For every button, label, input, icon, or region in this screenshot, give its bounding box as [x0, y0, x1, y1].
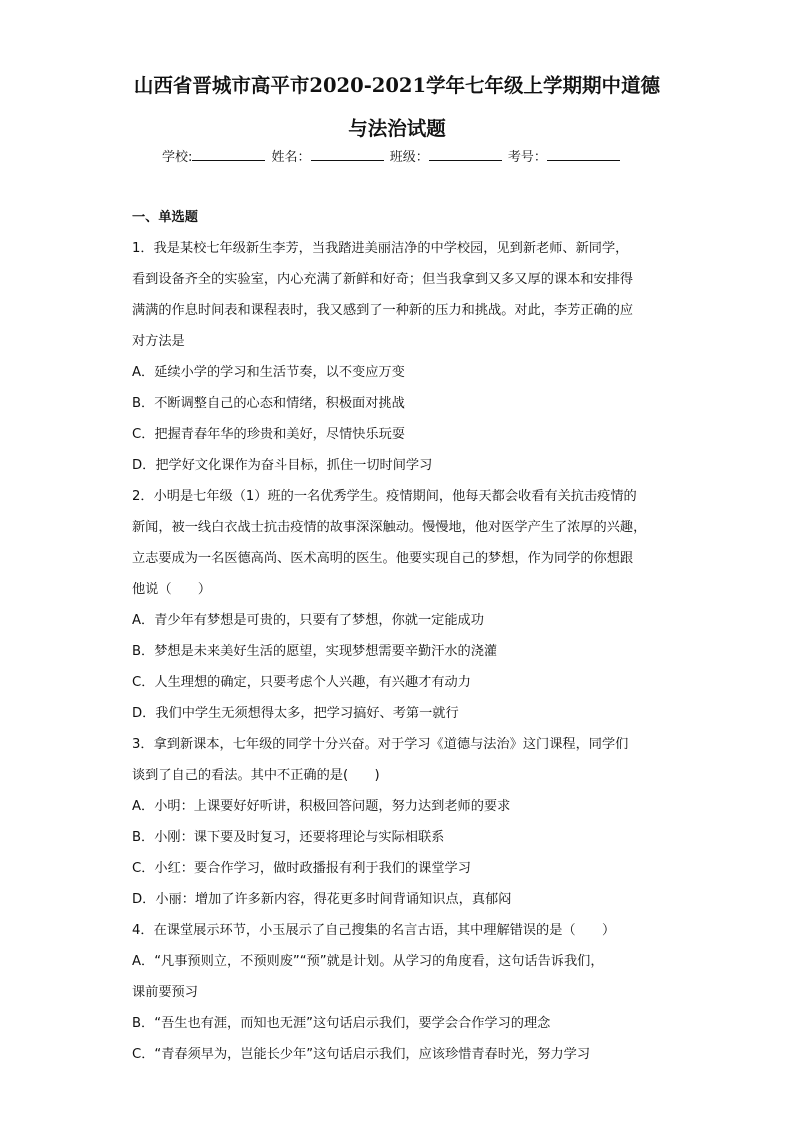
- number-label: 考号：: [507, 150, 547, 165]
- class-blank: [429, 148, 502, 161]
- question-stem-line: 立志要成为一名医德高尚、医术高明的医生。他要实现自己的梦想，作为同学的你想跟: [132, 551, 634, 566]
- question-stem-line: 对方法是: [132, 334, 185, 349]
- section-title: 一、单选题: [132, 210, 198, 225]
- option-c: C．小红：要合作学习，做时政播报有利于我们的课堂学习: [132, 861, 471, 876]
- option-d: D．我们中学生无须想得太多，把学习搞好、考第一就行: [132, 706, 459, 721]
- question-4: [132, 915, 672, 1070]
- name-label: 姓名：: [271, 150, 311, 165]
- student-info-row: [162, 146, 622, 165]
- option-c: C．把握青春年华的珍贵和美好，尽情快乐玩耍: [132, 427, 405, 442]
- exam-title-line-1: 山西省晋城市高平市2020-2021学年七年级上学期期中道德: [133, 74, 661, 97]
- question-stem-line: 3．拿到新课本，七年级的同学十分兴奋。对于学习《道德与法治》这门课程，同学们: [132, 737, 629, 752]
- question-stem-line: 新闻，被一线白衣战士抗击疫情的故事深深触动。慢慢地，他对医学产生了浓厚的兴趣，: [132, 520, 647, 535]
- question-stem-line: 4．在课堂展示环节，小玉展示了自己搜集的名言古语，其中理解错误的是（ ）: [132, 923, 616, 938]
- question-content: [132, 202, 672, 1070]
- option-b: B．“吾生也有涯，而知也无涯”这句话启示我们，要学会合作学习的理念: [132, 1016, 551, 1031]
- question-stem-line: 满满的作息时间表和课程表时，我又感到了一种新的压力和挑战。对此，李芳正确的应: [132, 303, 634, 318]
- option-a: A．青少年有梦想是可贵的，只要有了梦想，你就一定能成功: [132, 613, 484, 628]
- class-label: 班级：: [389, 150, 429, 165]
- school-blank: [192, 148, 265, 161]
- option-a: A．小明：上课要好好听讲，积极回答问题，努力达到老师的要求: [132, 799, 511, 814]
- question-3: [132, 729, 672, 915]
- option-a-continued: 课前要预习: [132, 985, 198, 1000]
- school-label: 学校:: [162, 150, 193, 165]
- option-d: D．小丽：增加了许多新内容，得花更多时间背诵知识点，真郁闷: [132, 892, 512, 907]
- option-d: D．把学好文化课作为奋斗目标，抓住一切时间学习: [132, 458, 433, 473]
- option-c: C．“青春须早为，岂能长少年”这句话启示我们，应该珍惜青春时光，努力学习: [132, 1047, 591, 1062]
- number-blank: [547, 148, 620, 161]
- option-a: A．延续小学的学习和生活节奏，以不变应万变: [132, 365, 405, 380]
- option-b: B．梦想是未来美好生活的愿望，实现梦想需要辛勤汗水的浇灌: [132, 644, 498, 659]
- question-stem-line: 2．小明是七年级（1）班的一名优秀学生。疫情期间，他每天都会收看有关抗击疫情的: [132, 489, 637, 504]
- name-blank: [311, 148, 384, 161]
- question-stem-line: 看到设备齐全的实验室，内心充满了新鲜和好奇；但当我拿到又多又厚的课本和安排得: [132, 272, 634, 287]
- question-1: [132, 233, 672, 481]
- option-b: B．小刚：课下要及时复习，还要将理论与实际相联系: [132, 830, 445, 845]
- question-stem-line: 他说（ ）: [132, 582, 212, 597]
- option-c: C．人生理想的确定，只要考虑个人兴趣，有兴趣才有动力: [132, 675, 471, 690]
- question-stem-line: 谈到了自己的看法。其中不正确的是( ): [132, 768, 380, 783]
- option-a: A．“凡事预则立，不预则废”“预”就是计划。从学习的角度看，这句话告诉我们，: [132, 954, 604, 969]
- question-2: [132, 481, 672, 729]
- question-stem-line: 1．我是某校七年级新生李芳，当我踏进美丽洁净的中学校园，见到新老师、新同学，: [132, 241, 629, 256]
- exam-title-line-2: 与法治试题: [348, 117, 446, 140]
- option-b: B．不断调整自己的心态和情绪，积极面对挑战: [132, 396, 405, 411]
